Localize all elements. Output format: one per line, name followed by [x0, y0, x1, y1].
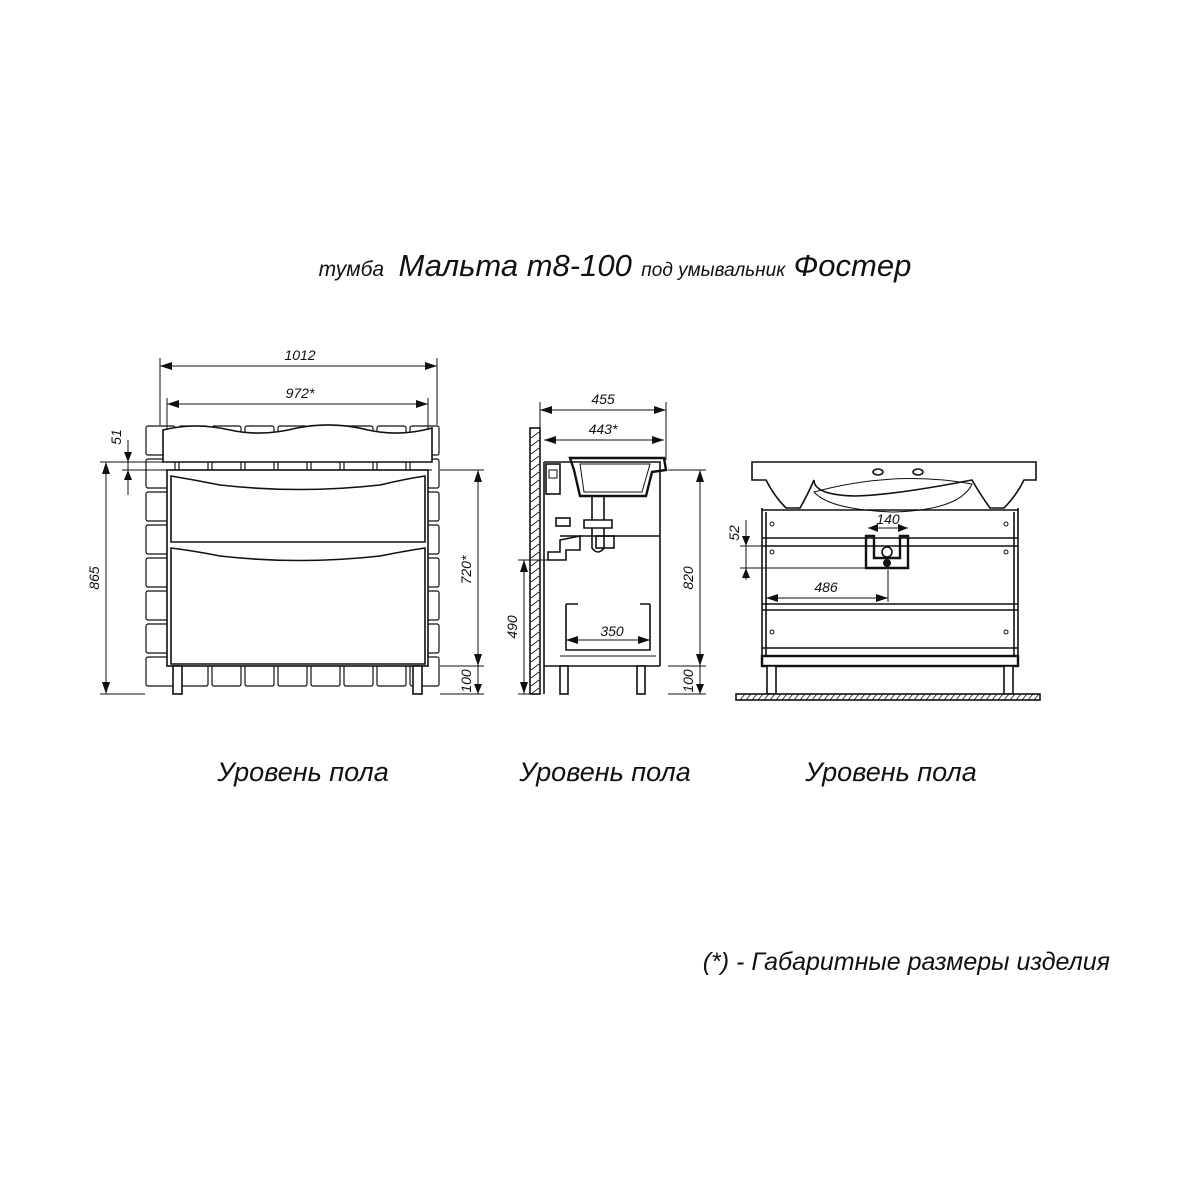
siphon — [548, 496, 612, 560]
washbasin — [752, 462, 1036, 508]
dim-arrow — [652, 436, 664, 444]
fixing-hole — [1004, 550, 1008, 554]
dim-label-drawer-opening: 490 — [504, 615, 520, 639]
dim-arrow — [102, 462, 110, 474]
floor-level-label-back: Уровень пола — [805, 757, 977, 787]
title-model: Мальта т8-100 — [398, 248, 632, 283]
dim-arrow — [102, 682, 110, 694]
dim-arrow — [160, 362, 172, 370]
dim-arrow — [742, 536, 750, 546]
dim-arrow — [876, 594, 888, 602]
dim-arrow — [566, 636, 578, 644]
dim-arrow — [167, 400, 179, 408]
drawing-title — [319, 248, 912, 283]
dim-label-cutout-height: 52 — [726, 525, 742, 541]
dim-label-overall-depth: 455 — [591, 391, 615, 407]
dim-arrow — [124, 452, 132, 462]
left-leg — [173, 666, 182, 694]
pipe-bracket — [556, 518, 570, 526]
back-leg-right — [1004, 666, 1013, 694]
title-sink: Фостер — [793, 248, 912, 283]
title-middle: под умывальник — [641, 260, 786, 281]
bottom-plinth — [762, 656, 1018, 666]
dim-label-overall-width: 1012 — [284, 347, 316, 363]
cabinet-body — [167, 470, 428, 666]
front-view — [86, 347, 484, 787]
title-prefix: тумба — [318, 258, 385, 281]
sink-inner — [580, 464, 650, 492]
dim-label-height-to-sink: 820 — [680, 566, 696, 590]
top-rail — [546, 464, 560, 494]
dim-label-body-height: 720* — [458, 555, 474, 585]
dim-label-cutout-offset: 486 — [814, 579, 838, 595]
right-leg — [413, 666, 422, 694]
dim-arrow — [124, 470, 132, 480]
rail-slot — [549, 470, 557, 478]
footnote: (*) - Габаритные размеры изделия — [702, 948, 1110, 976]
floor-level-label-front: Уровень пола — [217, 757, 389, 787]
dim-arrow — [696, 684, 704, 694]
dim-arrow — [638, 636, 650, 644]
dim-arrow — [520, 682, 528, 694]
dim-label-product-depth: 443* — [588, 421, 618, 437]
fixing-hole — [770, 630, 774, 634]
fixing-hole — [1004, 522, 1008, 526]
dim-arrow — [696, 470, 704, 482]
fixing-hole — [770, 522, 774, 526]
floor-level-label-side: Уровень пола — [519, 757, 691, 787]
dim-arrow — [654, 406, 666, 414]
dim-label-drawer-depth: 350 — [600, 623, 624, 639]
dim-label-product-width: 972* — [285, 385, 315, 401]
fixing-hole — [770, 550, 774, 554]
dim-arrow — [474, 470, 482, 482]
pipe-hole — [882, 547, 892, 557]
pipe-outlet — [883, 559, 891, 567]
dim-arrow — [416, 400, 428, 408]
dim-arrow — [544, 436, 556, 444]
dim-arrow — [742, 568, 750, 578]
fixing-hole — [1004, 630, 1008, 634]
dim-label-overall-height: 865 — [86, 566, 102, 590]
dim-arrow — [520, 560, 528, 572]
dim-arrow — [696, 654, 704, 666]
side-leg-right — [637, 666, 645, 694]
side-leg-left — [560, 666, 568, 694]
dim-label-top-thickness: 51 — [108, 429, 124, 445]
side-view — [504, 391, 706, 787]
back-view — [726, 462, 1040, 787]
dim-arrow — [474, 654, 482, 666]
dim-label-leg-height: 100 — [458, 669, 474, 693]
back-frame — [762, 508, 1018, 666]
siphon-cap — [596, 536, 614, 548]
back-leg-left — [767, 666, 776, 694]
dim-label-cutout-width: 140 — [876, 511, 900, 527]
dim-arrow — [540, 406, 552, 414]
dim-arrow — [425, 362, 437, 370]
dim-arrow — [766, 594, 778, 602]
dim-arrow — [474, 684, 482, 694]
dim-label-side-leg-height: 100 — [680, 669, 696, 693]
